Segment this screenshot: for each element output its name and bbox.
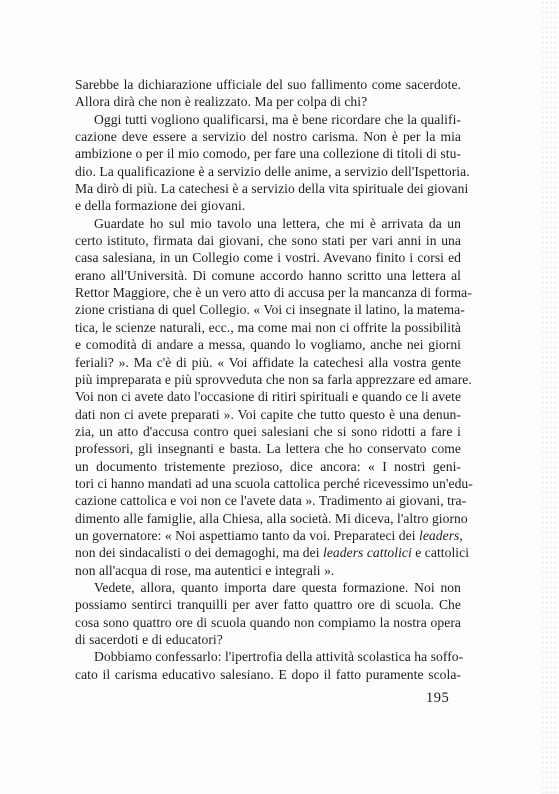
text-line: Oggi tutti vogliono qualificarsi, ma è bene ricordare che la qualifi-	[94, 111, 461, 127]
text-line: non all'acqua di rose, ma autentici e integrali ».	[75, 562, 335, 578]
text-line: e comodità di andare a messa, quando lo vogliamo, anche nei giorni	[75, 337, 461, 353]
text-line: zia, un atto d'accusa contro quei salesiani che si sono ridotti a fare i	[75, 423, 461, 439]
text-line: ambizione o per il mio comodo, per fare una collezione di titoli di stu-	[75, 146, 461, 162]
text-line: zione cristiana di quel Collegio. « Voi ci insegnate il latino, la matema-	[75, 302, 465, 318]
body-text	[75, 76, 473, 683]
text-line: cazione deve essere a servizio del nostro carisma. Non è per la mia	[75, 129, 461, 145]
text-line: Vedete, allora, quanto importa dare questa formazione. Noi non	[94, 579, 461, 595]
text-line: Ma dirò di più. La catechesi è a servizio della vita spirituale dei giovani	[75, 181, 469, 197]
text-line: dimento alle famiglie, alla Chiesa, alla società. Mi diceva, l'altro giorno	[75, 510, 468, 526]
text-line: Sarebbe la dichiarazione ufficiale del suo fallimento come sacerdote.	[75, 77, 461, 92]
text-line: casa salesiana, in un Collegio come i vostri. Avevano finito i corsi ed	[75, 250, 461, 266]
text-line: cazione cattolica e voi non ce l'avete data ». Tradimento ai giovani, tra-	[75, 493, 467, 509]
text-line: di sacerdoti e di educatori?	[75, 632, 223, 647]
page-number: 195	[426, 690, 450, 706]
text-line: e della formazione dei giovani.	[75, 198, 246, 214]
text-line: un governatore: « Noi aspettiamo tanto da voi. Preparateci dei leaders,	[75, 527, 463, 543]
text-line: più impreparata e più sprovveduta che non sa farla apprezzare ed amare.	[75, 371, 472, 387]
text-line: Voi non ci avete dato l'occasione di ritiri spirituali e quando ce li avete	[75, 389, 462, 405]
text-line: Allora dirà che non è realizzato. Ma per colpa di chi?	[75, 94, 368, 110]
text-line: feriali? ». Ma c'è di più. « Voi affidate la catechesi alla vostra gente	[75, 354, 461, 370]
text-line: dio. La qualificazione è a servizio delle anime, a servizio dell'Ispettoria.	[75, 163, 470, 179]
text-line: erano all'Università. Di comune accordo hanno scritto una lettera al	[75, 267, 461, 283]
text-line: un documento tristemente prezioso, dice ancora: « I nostri geni-	[75, 458, 461, 474]
text-line: Rettor Maggiore, che è un vero atto di accusa per la mancanza di forma-	[75, 285, 472, 301]
text-line: professori, gli insegnanti e basta. La lettera che ho conservato come	[75, 441, 461, 457]
text-line: dati non ci avete preparati ». Voi capite che tutto questo è una denun-	[75, 406, 461, 422]
text-line: Dobbiamo confessarlo: l'ipertrofia della attività scolastica ha soffo-	[94, 649, 464, 665]
text-line: possiamo sentirci tranquilli per aver fatto quattro ore di scuola. Che	[75, 597, 461, 613]
text-line: tica, le scienze naturali, ecc., ma come mai non ci offrite la possibilità	[75, 319, 461, 335]
text-line: cosa sono quattro ore di scuola quando non compiamo la nostra opera	[75, 614, 461, 630]
text-line: certo istituto, firmata dai giovani, che sono stati per vari anni in una	[75, 233, 461, 249]
text-line: non dei sindacalisti o dei demagoghi, ma dei leaders cattolici e cattolici	[75, 545, 470, 561]
text-line: tori ci hanno mandati ad una scuola cattolica perché ricevessimo un'edu-	[75, 475, 473, 491]
text-line: Guardate ho sul mio tavolo una lettera, che mi è arrivata da un	[94, 215, 461, 231]
text-line: cato il carisma educativo salesiano. E dopo il fatto puramente scola-	[75, 666, 461, 682]
scan-edge-noise	[541, 0, 559, 794]
